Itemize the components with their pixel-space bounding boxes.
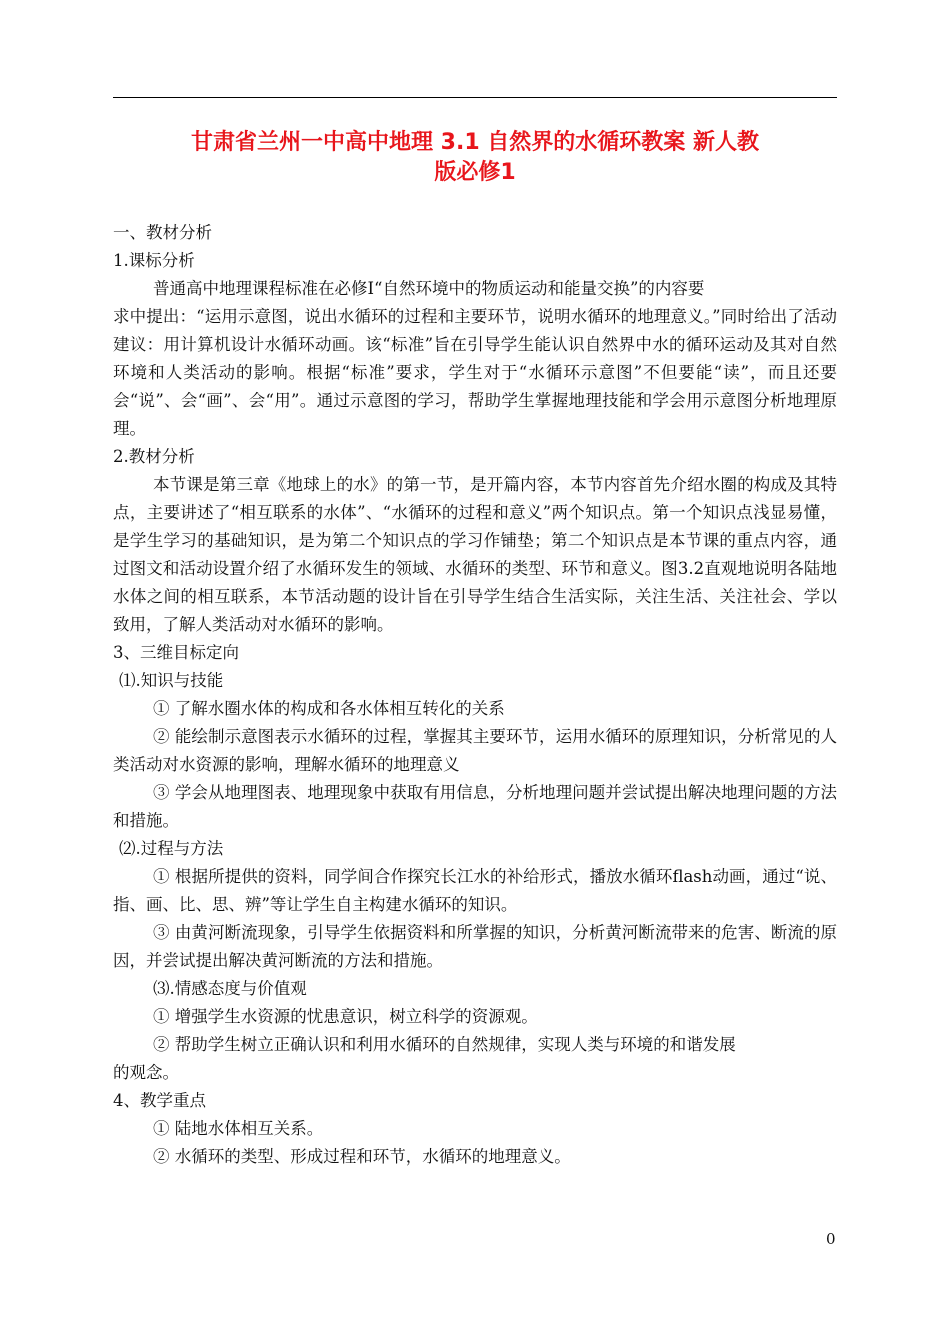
- title-line-1: 甘肃省兰州一中高中地理 3.1 自然界的水循环教案 新人教: [191, 130, 759, 155]
- title-line-2: 版必修1: [434, 160, 516, 185]
- goal-item: ① 了解水圈水体的构成和各水体相互转化的关系: [153, 699, 505, 718]
- subsection-heading: 1.课标分析: [113, 251, 195, 270]
- section-heading: 3、三维目标定向: [113, 643, 239, 662]
- document-title: [113, 128, 837, 188]
- goal-item: ③ 学会从地理图表、地理现象中获取有用信息，分析地理问题并尝试提出解决地理问题的方法和措施。: [113, 783, 837, 830]
- section-heading: 一、教材分析: [113, 223, 212, 242]
- page-number: 0: [826, 1230, 836, 1248]
- goal-item: ③ 由黄河断流现象，引导学生依据资料和所掌握的知识，分析黄河断流带来的危害、断流的原因，并尝试提出解决黄河断流的方法和措施。: [113, 923, 837, 970]
- subsection-heading: ⑵.过程与方法: [119, 839, 224, 858]
- paragraph: 本节课是第三章《地球上的水》的第一节，是开篇内容，本节内容首先介绍水圈的构成及其特点，主要讲述了“相互联系的水体”、“水循环的过程和意义”两个知识点。第一个知识点浅显易懂，是学生学习的基础知识，是为第二个知识点的学习作铺垫；第二个知识点是本节课的重点内容，通过图文和活动设置介绍了水循环发生的领域、水循环的类型、环节和意义。图3.2直观地说明各陆地水体之间的相互联系，本节活动题的设计旨在引导学生结合生活实际，关注生活、关注社会、学以致用，了解人类活动对水循环的影响。: [113, 475, 837, 634]
- key-point: ② 水循环的类型、形成过程和环节，水循环的地理意义。: [153, 1147, 571, 1166]
- goal-item: ② 能绘制示意图表示水循环的过程，掌握其主要环节，运用水循环的原理知识，分析常见的人类活动对水资源的影响，理解水循环的地理意义: [113, 727, 837, 774]
- paragraph: 求中提出：“运用示意图，说出水循环的过程和主要环节，说明水循环的地理意义。”同时给出了活动建议：用计算机设计水循环动画。该“标准”旨在引导学生能认识自然界中水的循环运动及其对自然环境和人类活动的影响。根据“标准”要求，学生对于“水循环示意图”不但要能“读”，而且还要会“说”、会“画”、会“用”。通过示意图的学习，帮助学生掌握地理技能和学会用示意图分析地理原理。: [113, 307, 837, 438]
- goal-item-continuation: 的观念。: [113, 1063, 179, 1082]
- section-heading: 4、教学重点: [113, 1091, 206, 1110]
- subsection-heading: 2.教材分析: [113, 447, 195, 466]
- header-rule: [113, 97, 837, 98]
- goal-item: ① 根据所提供的资料，同学间合作探究长江水的补给形式，播放水循环flash动画，通过“说、指、画、比、思、辨”等让学生自主构建水循环的知识。: [113, 867, 837, 914]
- goal-item: ② 帮助学生树立正确认识和利用水循环的自然规律，实现人类与环境的和谐发展: [153, 1035, 736, 1054]
- paragraph-line: 普通高中地理课程标准在必修Ⅰ“自然环境中的物质运动和能量交换”的内容要: [153, 279, 705, 298]
- subsection-heading: ⑴.知识与技能: [119, 671, 224, 690]
- subsection-heading: ⑶.情感态度与价值观: [153, 979, 307, 998]
- key-point: ① 陆地水体相互关系。: [153, 1119, 324, 1138]
- goal-item: ① 增强学生水资源的忧患意识，树立科学的资源观。: [153, 1007, 538, 1026]
- document-body: [113, 219, 837, 1171]
